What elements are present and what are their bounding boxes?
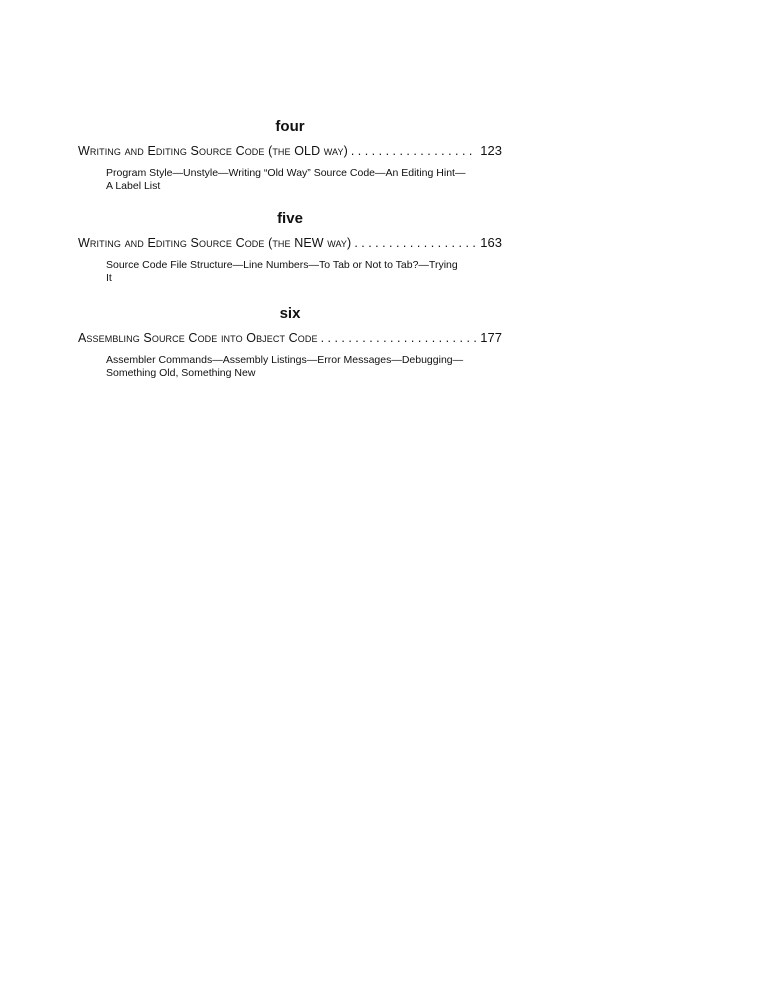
page-number: 177 xyxy=(480,330,502,345)
chapter-entry-six xyxy=(78,305,502,380)
chapter-number: four xyxy=(275,118,305,135)
chapter-title-line xyxy=(78,330,502,346)
chapter-entry-four xyxy=(78,118,502,193)
chapter-title: Writing and Editing Source Code (the OLD way) xyxy=(78,144,348,158)
chapter-summary: Assembler Commands—Assembly Listings—Error Messages—Debugging—Something Old, Something New xyxy=(106,354,464,379)
chapter-entry-five xyxy=(78,210,502,285)
chapter-summary: Source Code File Structure—Line Numbers—To Tab or Not to Tab?—Trying It xyxy=(106,259,458,284)
page-number: 123 xyxy=(480,143,502,158)
chapter-number: five xyxy=(277,210,303,227)
dot-leader xyxy=(354,236,476,251)
chapter-title: Assembling Source Code into Object Code xyxy=(78,331,318,345)
chapter-number: six xyxy=(279,305,301,322)
chapter-summary: Program Style—Unstyle—Writing “Old Way” Source Code—An Editing Hint—A Label List xyxy=(106,167,466,192)
chapter-title-line xyxy=(78,143,502,159)
dot-leader xyxy=(351,144,476,159)
chapter-title-line xyxy=(78,235,502,251)
chapter-title: Writing and Editing Source Code (the NEW way) xyxy=(78,236,352,250)
dot-leader xyxy=(321,331,477,346)
page-number: 163 xyxy=(480,235,502,250)
